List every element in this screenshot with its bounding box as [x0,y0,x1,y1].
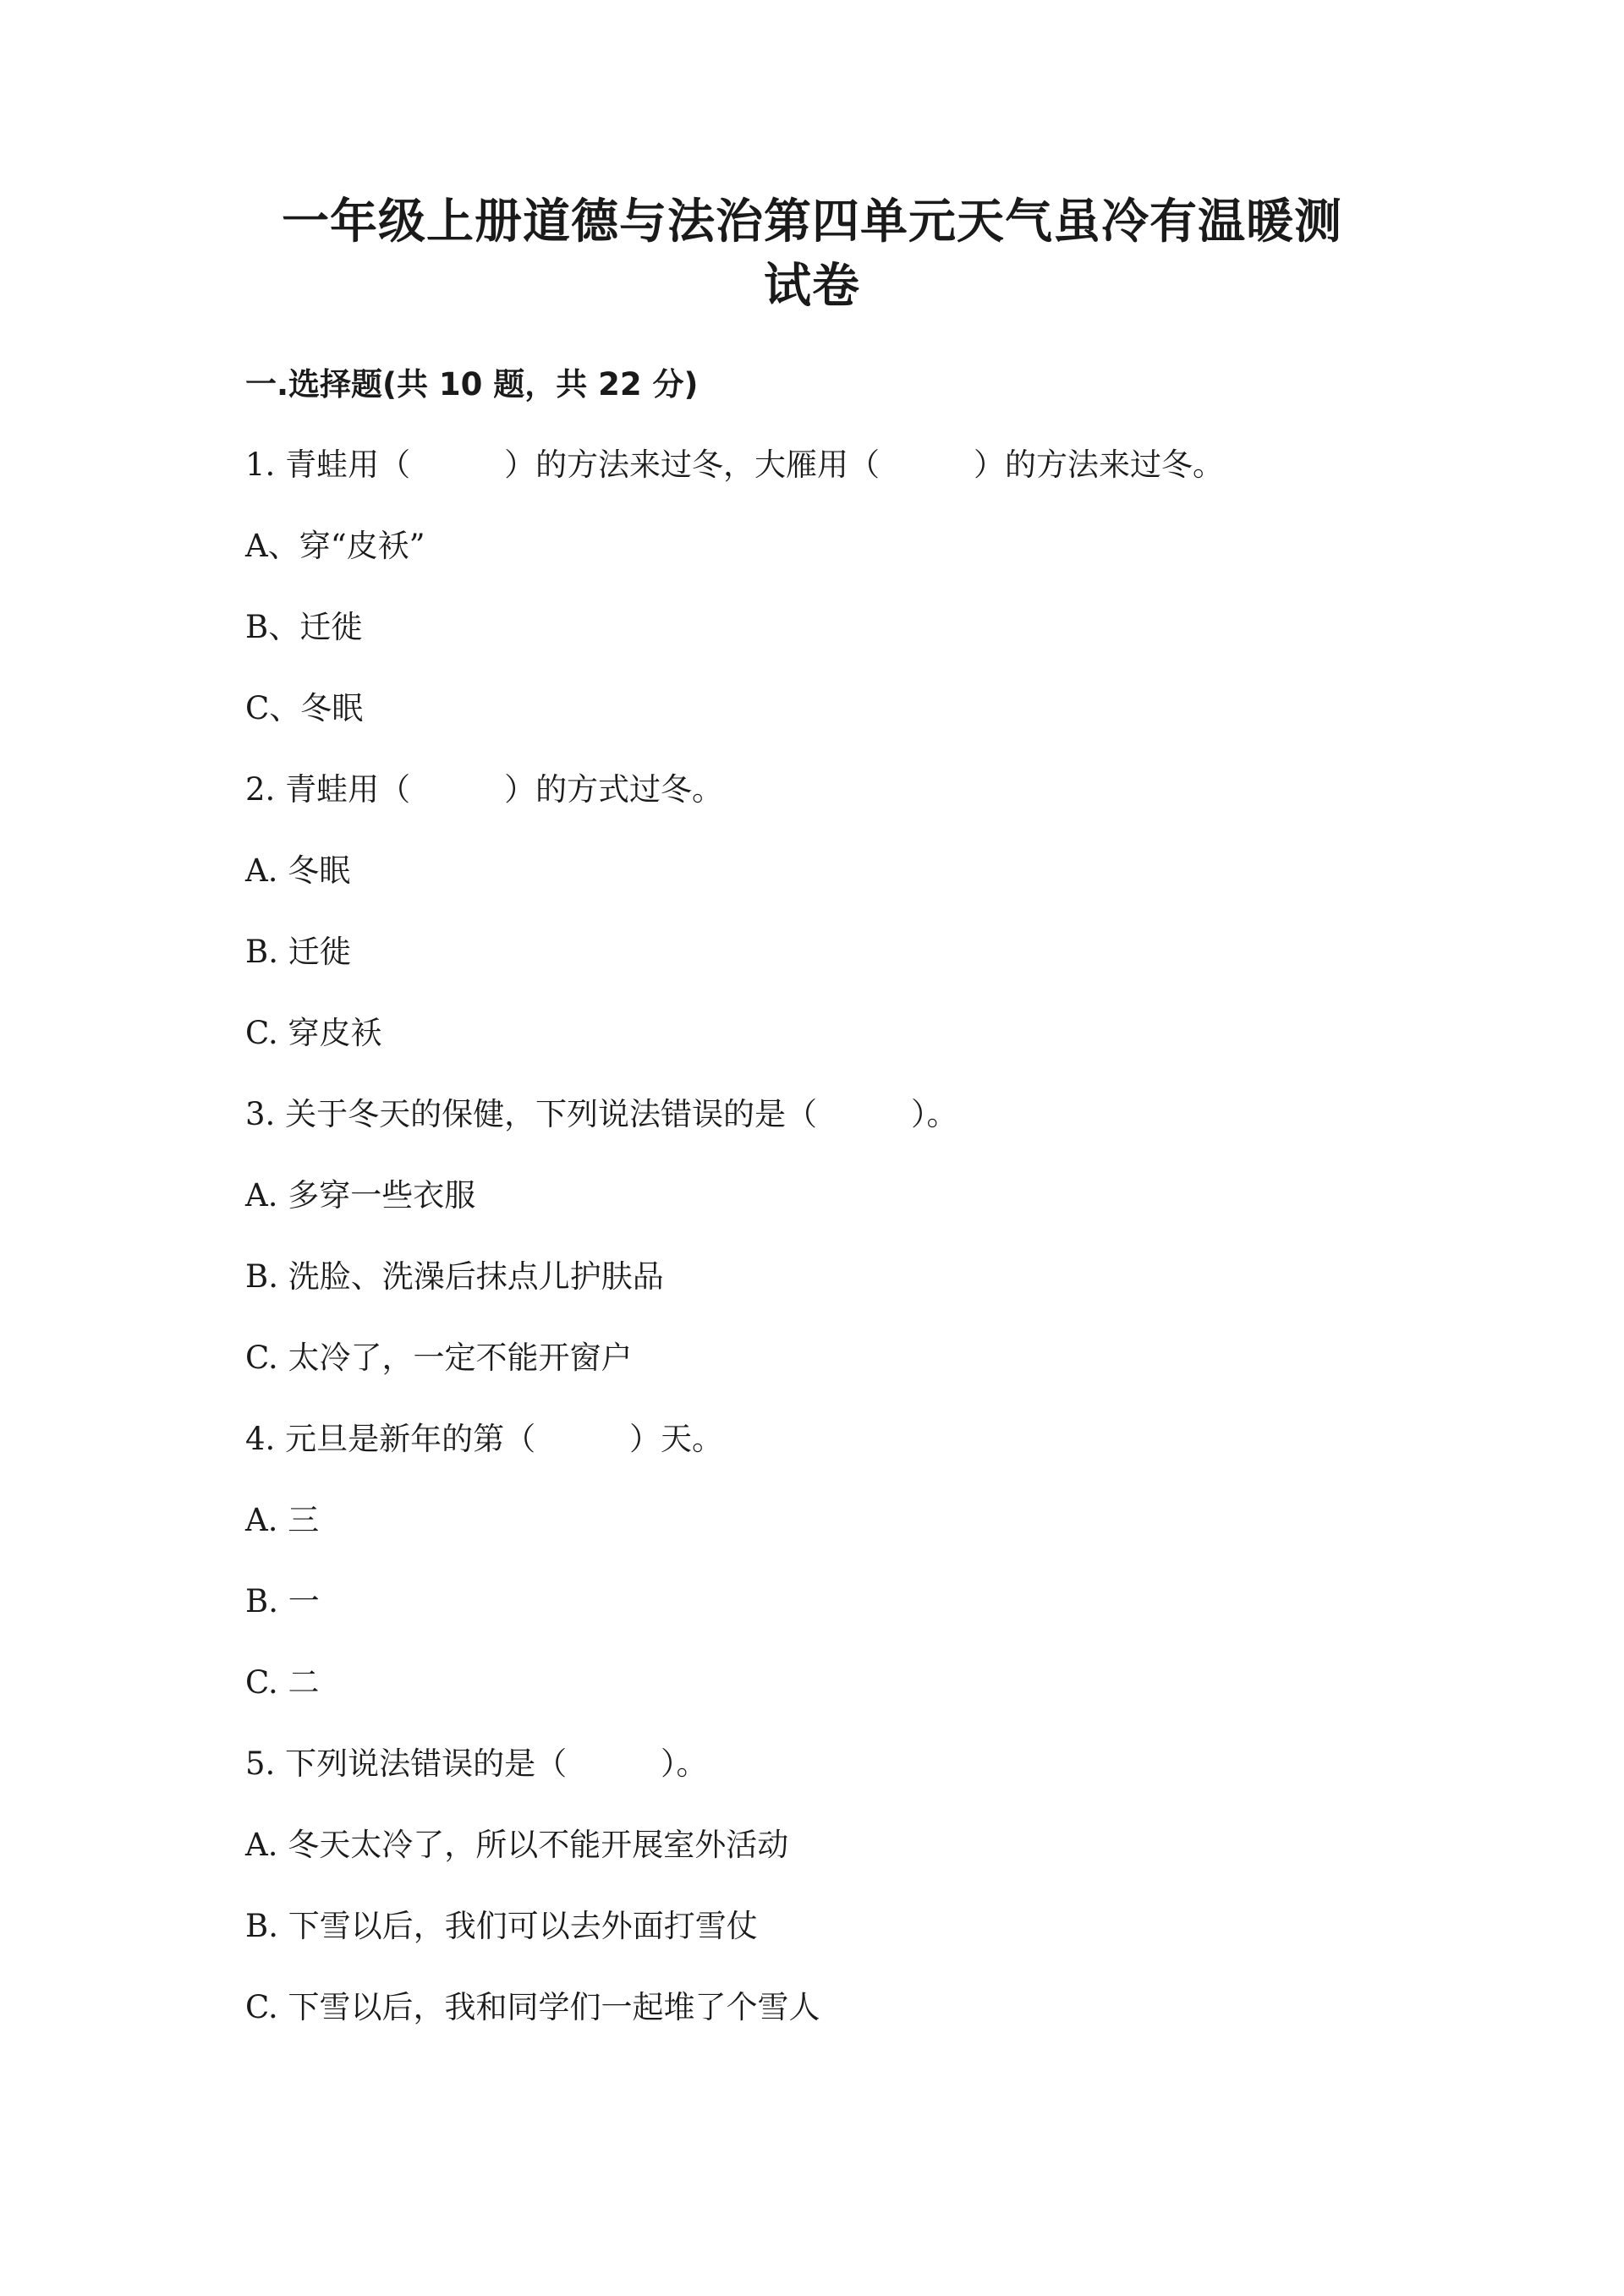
exam-title-line-1: 一年级上册道德与法治第四单元天气虽冷有温暖测 [282,195,1342,249]
question-1-option-a: A、穿“皮袄” [245,528,425,564]
question-5-option-c: C. 下雪以后，我和同学们一起堆了个雪人 [245,1989,820,2025]
question-3-stem: 3. 关于冬天的保健，下列说法错误的是（ ）。 [245,1096,958,1132]
question-4-stem: 4. 元旦是新年的第（ ）天。 [245,1421,724,1457]
question-2-option-c: C. 穿皮袄 [245,1015,382,1051]
question-3-option-b: B. 洗脸、洗澡后抹点儿护肤品 [245,1258,664,1295]
question-3-option-c: C. 太冷了，一定不能开窗户 [245,1340,633,1376]
question-2-stem: 2. 青蛙用（ ）的方式过冬。 [245,771,724,808]
question-5-option-b: B. 下雪以后，我们可以去外面打雪仗 [245,1908,758,1944]
question-1-option-b: B、迁徙 [245,609,363,645]
question-2-option-b: B. 迁徙 [245,934,351,970]
question-4-option-c: C. 二 [245,1664,320,1701]
question-1-option-c: C、冬眠 [245,690,364,726]
question-3-option-a: A. 多穿一些衣服 [245,1177,476,1214]
exam-title [203,190,1421,319]
question-5-stem: 5. 下列说法错误的是（ ）。 [245,1745,708,1782]
question-4-option-b: B. 一 [245,1583,320,1619]
question-2-option-a: A. 冬眠 [245,852,351,889]
question-4-option-a: A. 三 [245,1502,320,1538]
question-5-option-a: A. 冬天太冷了，所以不能开展室外活动 [245,1827,789,1863]
exam-title-line-2: 试卷 [764,259,860,314]
section-heading: 一.选择题(共 10 题，共 22 分) [245,366,699,403]
question-1-stem: 1. 青蛙用（ ）的方法来过冬，大雁用（ ）的方法来过冬。 [245,447,1225,483]
